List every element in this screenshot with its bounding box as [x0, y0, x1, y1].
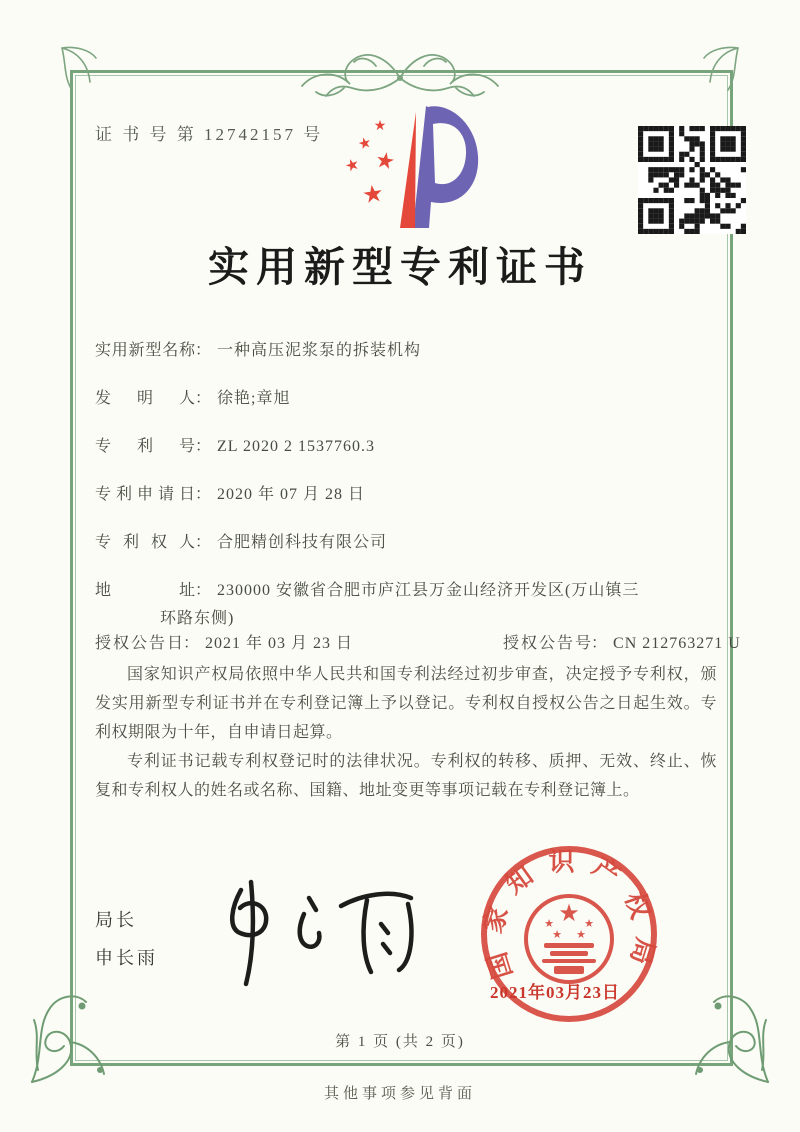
field-address-line2: 环路东侧) — [160, 610, 235, 627]
svg-text:★: ★ — [342, 155, 363, 177]
body-paragraph-2: 专利证书记载专利权登记时的法律状况。专利权的转移、质押、无效、终止、恢复和专利权人的姓名或名称、国籍、地址变更等事项记载在专利登记簿上。 — [95, 753, 717, 799]
svg-text:★: ★ — [373, 119, 387, 134]
svg-text:★: ★ — [576, 929, 586, 941]
field-value: 合肥精创科技有限公司 — [217, 534, 388, 551]
page-number: 第 1 页 (共 2 页) — [335, 1034, 465, 1050]
certificate-body — [95, 660, 717, 805]
commissioner-name: 申长雨 — [95, 948, 158, 968]
field-utility-model-name — [95, 337, 715, 360]
colon: ： — [195, 534, 212, 551]
field-label: 专利号 — [95, 438, 195, 455]
colon: ： — [195, 582, 212, 599]
top-left-flourish-ornament — [56, 42, 100, 96]
field-label: 授权公告日 — [95, 635, 183, 652]
field-value: CN 212763271 U — [613, 635, 741, 652]
field-value: 2021 年 03 月 23 日 — [205, 635, 354, 652]
field-patentee — [95, 529, 715, 552]
commissioner-title: 局长 — [95, 910, 137, 930]
colon: ： — [591, 635, 608, 652]
logo-p-shape — [413, 106, 478, 228]
field-label: 授权公告号 — [503, 635, 591, 652]
field-value: 一种高压泥浆泵的拆装机构 — [217, 342, 422, 359]
logo-stars — [343, 119, 397, 209]
commissioner-signature — [205, 872, 435, 997]
certificate-title: 实用新型专利证书 — [208, 244, 592, 290]
field-patent-number — [95, 433, 715, 456]
colon: ： — [195, 486, 212, 503]
colon: ： — [195, 438, 212, 455]
seal-national-emblem — [526, 896, 612, 982]
back-side-note: 其他事项参见背面 — [323, 1086, 476, 1102]
svg-text:★: ★ — [356, 134, 374, 154]
field-label: 发明人 — [95, 390, 195, 407]
field-label: 专利申请日 — [95, 486, 195, 503]
colon: ： — [195, 342, 212, 359]
qr-code — [638, 126, 746, 234]
body-paragraph-1: 国家知识产权局依照中华人民共和国专利法经过初步审查，决定授予专利权，颁发实用新型专利证书并在专利登记簿上予以登记。专利权自授权公告之日起生效。专利权期限为十年，自申请日起算。 — [95, 666, 717, 741]
svg-text:★: ★ — [360, 180, 386, 210]
field-value: 230000 安徽省合肥市庐江县万金山经济开发区(万山镇三 — [217, 582, 640, 599]
svg-text:★: ★ — [544, 918, 554, 930]
seal-text: 国家知识产权局 — [478, 847, 660, 983]
top-flourish-ornament — [278, 36, 522, 108]
colon: ： — [195, 390, 212, 407]
field-address — [95, 577, 715, 600]
svg-text:★: ★ — [373, 146, 398, 175]
svg-text:★: ★ — [584, 918, 594, 930]
field-inventor — [95, 385, 715, 408]
field-label: 地址 — [95, 582, 195, 599]
field-value: 2020 年 07 月 28 日 — [217, 486, 366, 503]
logo-red-triangle — [400, 112, 416, 228]
colon: ： — [183, 635, 200, 652]
field-filing-date — [95, 481, 715, 504]
svg-text:★: ★ — [552, 929, 562, 941]
field-label: 实用新型名称 — [95, 342, 195, 359]
top-right-flourish-ornament — [700, 42, 744, 96]
seal-date: 2021年03月23日 — [490, 983, 620, 1002]
svg-text:★: ★ — [558, 901, 580, 927]
cnipa-logo — [330, 102, 480, 232]
field-value: ZL 2020 2 1537760.3 — [217, 438, 375, 455]
field-label: 专利权人 — [95, 534, 195, 551]
field-grant-announcement — [95, 630, 741, 653]
field-value: 徐艳;章旭 — [217, 390, 291, 407]
field-grant-number — [503, 630, 741, 653]
certificate-number: 证 书 号 第 12742157 号 — [95, 125, 324, 144]
